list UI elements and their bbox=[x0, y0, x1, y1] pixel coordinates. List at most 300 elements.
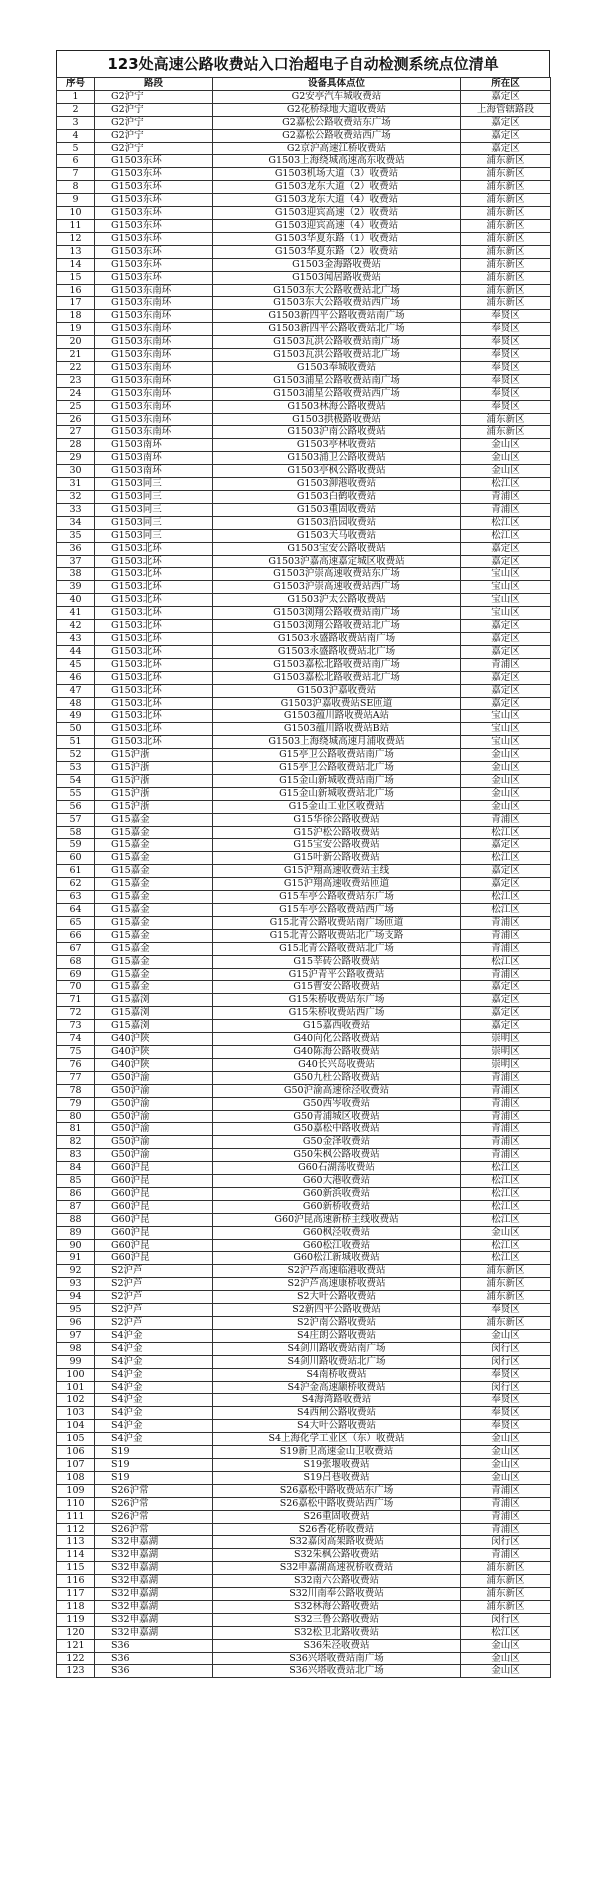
cell-device-location: G15莘砖公路收费站 bbox=[213, 955, 461, 968]
cell-index: 7 bbox=[57, 168, 95, 181]
cell-device-location: G60新桥收费站 bbox=[213, 1200, 461, 1213]
cell-device-location: S4西闸公路收费站 bbox=[213, 1407, 461, 1420]
table-row bbox=[57, 426, 551, 439]
cell-index: 91 bbox=[57, 1252, 95, 1265]
cell-index: 32 bbox=[57, 491, 95, 504]
table-row bbox=[57, 1175, 551, 1188]
cell-index: 52 bbox=[57, 749, 95, 762]
cell-index: 111 bbox=[57, 1510, 95, 1523]
cell-index: 66 bbox=[57, 929, 95, 942]
cell-index: 86 bbox=[57, 1187, 95, 1200]
cell-device-location: G15北青公路收费站北广场支路 bbox=[213, 929, 461, 942]
table-row bbox=[57, 1613, 551, 1626]
cell-device-location: G1503迎宾高速（2）收费站 bbox=[213, 207, 461, 220]
cell-index: 63 bbox=[57, 891, 95, 904]
cell-road-section: G1503东南环 bbox=[95, 310, 213, 323]
cell-device-location: G15北青公路收费站南广场匝道 bbox=[213, 916, 461, 929]
cell-district: 崇明区 bbox=[461, 1058, 551, 1071]
cell-road-section: G2沪宁 bbox=[95, 129, 213, 142]
cell-road-section: G1503同三 bbox=[95, 503, 213, 516]
cell-device-location: S4大叶公路收费站 bbox=[213, 1420, 461, 1433]
table-row bbox=[57, 478, 551, 491]
cell-district: 浦东新区 bbox=[461, 297, 551, 310]
cell-device-location: G40向化公路收费站 bbox=[213, 1033, 461, 1046]
cell-district: 浦东新区 bbox=[461, 1278, 551, 1291]
cell-index: 9 bbox=[57, 194, 95, 207]
cell-index: 19 bbox=[57, 323, 95, 336]
cell-index: 78 bbox=[57, 1084, 95, 1097]
cell-index: 115 bbox=[57, 1562, 95, 1575]
cell-device-location: G1503沪嘉收费站SE匝道 bbox=[213, 697, 461, 710]
cell-road-section: G1503南环 bbox=[95, 452, 213, 465]
cell-district: 宝山区 bbox=[461, 607, 551, 620]
table-row bbox=[57, 129, 551, 142]
cell-device-location: G1503亭枫公路收费站 bbox=[213, 465, 461, 478]
cell-road-section: G40沪陕 bbox=[95, 1045, 213, 1058]
cell-district: 金山区 bbox=[461, 1433, 551, 1446]
cell-index: 102 bbox=[57, 1394, 95, 1407]
cell-device-location: G15金山工业区收费站 bbox=[213, 800, 461, 813]
cell-district: 嘉定区 bbox=[461, 981, 551, 994]
cell-district: 松江区 bbox=[461, 955, 551, 968]
cell-device-location: G1503龙东大道（4）收费站 bbox=[213, 194, 461, 207]
cell-device-location: S26香花桥收费站 bbox=[213, 1523, 461, 1536]
cell-device-location: G1503奉城收费站 bbox=[213, 361, 461, 374]
cell-device-location: G1503浏翔公路收费站南广场 bbox=[213, 607, 461, 620]
cell-index: 35 bbox=[57, 529, 95, 542]
cell-index: 21 bbox=[57, 349, 95, 362]
cell-district: 浦东新区 bbox=[461, 232, 551, 245]
cell-road-section: S32申嘉湖 bbox=[95, 1536, 213, 1549]
table-row bbox=[57, 1317, 551, 1330]
cell-index: 108 bbox=[57, 1471, 95, 1484]
cell-district: 嘉定区 bbox=[461, 878, 551, 891]
table-row bbox=[57, 1420, 551, 1433]
cell-index: 69 bbox=[57, 968, 95, 981]
cell-index: 23 bbox=[57, 374, 95, 387]
cell-index: 24 bbox=[57, 387, 95, 400]
table-row bbox=[57, 1381, 551, 1394]
cell-index: 43 bbox=[57, 632, 95, 645]
cell-index: 113 bbox=[57, 1536, 95, 1549]
cell-device-location: G50嘉松中路收费站 bbox=[213, 1123, 461, 1136]
cell-index: 87 bbox=[57, 1200, 95, 1213]
cell-device-location: S26嘉松中路收费站东广场 bbox=[213, 1484, 461, 1497]
table-row bbox=[57, 1523, 551, 1536]
cell-device-location: G1503金海路收费站 bbox=[213, 258, 461, 271]
cell-index: 14 bbox=[57, 258, 95, 271]
table-row bbox=[57, 1226, 551, 1239]
cell-district: 嘉定区 bbox=[461, 684, 551, 697]
table-row bbox=[57, 955, 551, 968]
cell-road-section: G40沪陕 bbox=[95, 1058, 213, 1071]
table-row bbox=[57, 1575, 551, 1588]
cell-device-location: G1503沪崇高速收费站西广场 bbox=[213, 581, 461, 594]
cell-road-section: S4沪金 bbox=[95, 1381, 213, 1394]
cell-index: 116 bbox=[57, 1575, 95, 1588]
cell-road-section: G50沪渝 bbox=[95, 1136, 213, 1149]
cell-road-section: G60沪昆 bbox=[95, 1200, 213, 1213]
cell-road-section: G15嘉金 bbox=[95, 968, 213, 981]
document-sheet bbox=[56, 50, 550, 1678]
table-row bbox=[57, 568, 551, 581]
cell-index: 68 bbox=[57, 955, 95, 968]
cell-index: 53 bbox=[57, 762, 95, 775]
cell-road-section: G1503北环 bbox=[95, 710, 213, 723]
cell-index: 48 bbox=[57, 697, 95, 710]
cell-road-section: S4沪金 bbox=[95, 1368, 213, 1381]
cell-district: 奉贤区 bbox=[461, 1420, 551, 1433]
cell-district: 金山区 bbox=[461, 452, 551, 465]
cell-district: 闵行区 bbox=[461, 1342, 551, 1355]
cell-device-location: S4上海化学工业区（东）收费站 bbox=[213, 1433, 461, 1446]
cell-index: 58 bbox=[57, 826, 95, 839]
cell-device-location: G15朱桥收费站东广场 bbox=[213, 994, 461, 1007]
cell-device-location: G1503沪崇高速收费站东广场 bbox=[213, 568, 461, 581]
table-row bbox=[57, 942, 551, 955]
cell-road-section: G1503东南环 bbox=[95, 374, 213, 387]
table-row bbox=[57, 1110, 551, 1123]
cell-road-section: G15嘉浏 bbox=[95, 1007, 213, 1020]
cell-device-location: G15车亭公路收费站东广场 bbox=[213, 891, 461, 904]
cell-district: 崇明区 bbox=[461, 1033, 551, 1046]
table-row bbox=[57, 800, 551, 813]
cell-district: 宝山区 bbox=[461, 594, 551, 607]
cell-district: 金山区 bbox=[461, 787, 551, 800]
cell-road-section: S32申嘉湖 bbox=[95, 1626, 213, 1639]
table-row bbox=[57, 258, 551, 271]
cell-district: 青浦区 bbox=[461, 658, 551, 671]
cell-device-location: G15金山新城收费站北广场 bbox=[213, 787, 461, 800]
cell-district: 浦东新区 bbox=[461, 271, 551, 284]
cell-device-location: G15金山新城收费站南广场 bbox=[213, 774, 461, 787]
table-row bbox=[57, 1562, 551, 1575]
cell-district: 青浦区 bbox=[461, 1097, 551, 1110]
cell-district: 宝山区 bbox=[461, 736, 551, 749]
cell-road-section: G1503南环 bbox=[95, 465, 213, 478]
table-row bbox=[57, 529, 551, 542]
table-row bbox=[57, 1033, 551, 1046]
cell-road-section: G1503北环 bbox=[95, 581, 213, 594]
cell-district: 浦东新区 bbox=[461, 284, 551, 297]
cell-road-section: G1503东南环 bbox=[95, 297, 213, 310]
cell-district: 嘉定区 bbox=[461, 632, 551, 645]
cell-index: 71 bbox=[57, 994, 95, 1007]
table-row bbox=[57, 142, 551, 155]
cell-device-location: S4南桥收费站 bbox=[213, 1368, 461, 1381]
cell-road-section: G15嘉金 bbox=[95, 942, 213, 955]
cell-district: 金山区 bbox=[461, 1458, 551, 1471]
cell-road-section: G15嘉金 bbox=[95, 916, 213, 929]
table-row bbox=[57, 1510, 551, 1523]
cell-road-section: G1503同三 bbox=[95, 516, 213, 529]
cell-district: 青浦区 bbox=[461, 1497, 551, 1510]
cell-road-section: G1503北环 bbox=[95, 555, 213, 568]
cell-road-section: S19 bbox=[95, 1458, 213, 1471]
table-row bbox=[57, 323, 551, 336]
table-row bbox=[57, 904, 551, 917]
cell-road-section: G1503北环 bbox=[95, 697, 213, 710]
table-row bbox=[57, 400, 551, 413]
cell-device-location: S32林海公路收费站 bbox=[213, 1600, 461, 1613]
cell-district: 嘉定区 bbox=[461, 645, 551, 658]
cell-device-location: G1503华夏东路（1）收费站 bbox=[213, 232, 461, 245]
cell-device-location: G1503东大公路收费站北广场 bbox=[213, 284, 461, 297]
cell-index: 118 bbox=[57, 1600, 95, 1613]
table-row bbox=[57, 1291, 551, 1304]
cell-index: 97 bbox=[57, 1329, 95, 1342]
cell-device-location: G1503白鹤收费站 bbox=[213, 491, 461, 504]
table-row bbox=[57, 1162, 551, 1175]
cell-index: 27 bbox=[57, 426, 95, 439]
cell-district: 青浦区 bbox=[461, 916, 551, 929]
cell-road-section: G15嘉金 bbox=[95, 865, 213, 878]
table-row bbox=[57, 1342, 551, 1355]
cell-index: 75 bbox=[57, 1045, 95, 1058]
cell-index: 26 bbox=[57, 413, 95, 426]
table-row bbox=[57, 671, 551, 684]
cell-road-section: G1503北环 bbox=[95, 568, 213, 581]
cell-index: 4 bbox=[57, 129, 95, 142]
cell-index: 15 bbox=[57, 271, 95, 284]
cell-road-section: G50沪渝 bbox=[95, 1149, 213, 1162]
cell-district: 浦东新区 bbox=[461, 207, 551, 220]
cell-road-section: S26沪常 bbox=[95, 1523, 213, 1536]
cell-index: 77 bbox=[57, 1071, 95, 1084]
table-row bbox=[57, 710, 551, 723]
cell-index: 17 bbox=[57, 297, 95, 310]
cell-district: 奉贤区 bbox=[461, 323, 551, 336]
cell-index: 12 bbox=[57, 232, 95, 245]
cell-road-section: G1503东环 bbox=[95, 245, 213, 258]
cell-index: 104 bbox=[57, 1420, 95, 1433]
cell-district: 金山区 bbox=[461, 800, 551, 813]
cell-district: 松江区 bbox=[461, 516, 551, 529]
cell-district: 青浦区 bbox=[461, 929, 551, 942]
cell-district: 浦东新区 bbox=[461, 1600, 551, 1613]
cell-index: 70 bbox=[57, 981, 95, 994]
cell-index: 25 bbox=[57, 400, 95, 413]
cell-device-location: S32朱枫公路收费站 bbox=[213, 1549, 461, 1562]
table-row bbox=[57, 194, 551, 207]
table-row bbox=[57, 1665, 551, 1678]
cell-road-section: S4沪金 bbox=[95, 1394, 213, 1407]
table-row bbox=[57, 413, 551, 426]
cell-index: 41 bbox=[57, 607, 95, 620]
cell-district: 浦东新区 bbox=[461, 1291, 551, 1304]
table-row bbox=[57, 1149, 551, 1162]
cell-road-section: G1503北环 bbox=[95, 684, 213, 697]
cell-district: 闵行区 bbox=[461, 1355, 551, 1368]
cell-index: 13 bbox=[57, 245, 95, 258]
cell-road-section: S2沪芦 bbox=[95, 1291, 213, 1304]
cell-road-section: G1503北环 bbox=[95, 632, 213, 645]
cell-index: 28 bbox=[57, 439, 95, 452]
cell-district: 金山区 bbox=[461, 1226, 551, 1239]
cell-device-location: S26嘉松中路收费站西广场 bbox=[213, 1497, 461, 1510]
cell-index: 90 bbox=[57, 1239, 95, 1252]
cell-index: 45 bbox=[57, 658, 95, 671]
cell-device-location: S32申嘉湖高速祝桥收费站 bbox=[213, 1562, 461, 1575]
cell-road-section: G15沪浙 bbox=[95, 762, 213, 775]
cell-road-section: G1503东环 bbox=[95, 181, 213, 194]
cell-index: 49 bbox=[57, 710, 95, 723]
table-row bbox=[57, 762, 551, 775]
cell-index: 64 bbox=[57, 904, 95, 917]
cell-device-location: G1503龙东大道（2）收费站 bbox=[213, 181, 461, 194]
cell-road-section: G1503北环 bbox=[95, 594, 213, 607]
cell-device-location: G40长兴岛收费站 bbox=[213, 1058, 461, 1071]
cell-district: 金山区 bbox=[461, 774, 551, 787]
cell-district: 宝山区 bbox=[461, 710, 551, 723]
cell-road-section: G15嘉金 bbox=[95, 813, 213, 826]
cell-index: 44 bbox=[57, 645, 95, 658]
table-row bbox=[57, 1329, 551, 1342]
cell-device-location: S32川南奉公路收费站 bbox=[213, 1588, 461, 1601]
cell-district: 青浦区 bbox=[461, 1123, 551, 1136]
table-row bbox=[57, 1007, 551, 1020]
cell-district: 嘉定区 bbox=[461, 839, 551, 852]
cell-road-section: S19 bbox=[95, 1446, 213, 1459]
cell-road-section: G1503东环 bbox=[95, 232, 213, 245]
cell-district: 青浦区 bbox=[461, 1549, 551, 1562]
cell-device-location: G2花桥绿地大道收费站 bbox=[213, 103, 461, 116]
cell-index: 89 bbox=[57, 1226, 95, 1239]
cell-district: 浦东新区 bbox=[461, 168, 551, 181]
cell-index: 31 bbox=[57, 478, 95, 491]
table-row bbox=[57, 749, 551, 762]
cell-device-location: S32南六公路收费站 bbox=[213, 1575, 461, 1588]
table-row bbox=[57, 1213, 551, 1226]
cell-road-section: G1503北环 bbox=[95, 658, 213, 671]
cell-index: 76 bbox=[57, 1058, 95, 1071]
table-row bbox=[57, 916, 551, 929]
cell-device-location: G50金泽收费站 bbox=[213, 1136, 461, 1149]
cell-device-location: G1503东大公路收费站西广场 bbox=[213, 297, 461, 310]
cell-road-section: G15嘉金 bbox=[95, 878, 213, 891]
cell-road-section: G40沪陕 bbox=[95, 1033, 213, 1046]
table-row bbox=[57, 361, 551, 374]
cell-index: 122 bbox=[57, 1652, 95, 1665]
cell-road-section: S4沪金 bbox=[95, 1433, 213, 1446]
cell-index: 50 bbox=[57, 723, 95, 736]
cell-index: 80 bbox=[57, 1110, 95, 1123]
cell-road-section: G15沪浙 bbox=[95, 787, 213, 800]
cell-district: 金山区 bbox=[461, 1446, 551, 1459]
cell-district: 松江区 bbox=[461, 478, 551, 491]
cell-device-location: G1503华夏东路（2）收费站 bbox=[213, 245, 461, 258]
table-row bbox=[57, 1600, 551, 1613]
cell-district: 上海管辖路段 bbox=[461, 103, 551, 116]
cell-index: 95 bbox=[57, 1304, 95, 1317]
table-row bbox=[57, 968, 551, 981]
cell-district: 浦东新区 bbox=[461, 1317, 551, 1330]
cell-index: 39 bbox=[57, 581, 95, 594]
cell-road-section: G1503东南环 bbox=[95, 413, 213, 426]
document-title: 123处高速公路收费站入口治超电子自动检测系统点位清单 bbox=[56, 50, 550, 77]
table-row bbox=[57, 774, 551, 787]
cell-district: 金山区 bbox=[461, 1329, 551, 1342]
cell-device-location: G15宝安公路收费站 bbox=[213, 839, 461, 852]
cell-device-location: S4沪金高速颛桥收费站 bbox=[213, 1381, 461, 1394]
cell-index: 38 bbox=[57, 568, 95, 581]
table-row bbox=[57, 1471, 551, 1484]
table-row bbox=[57, 336, 551, 349]
cell-road-section: S4沪金 bbox=[95, 1355, 213, 1368]
cell-device-location: G1503泖港收费站 bbox=[213, 478, 461, 491]
cell-device-location: G1503嘉松北路收费站南广场 bbox=[213, 658, 461, 671]
cell-road-section: G15嘉金 bbox=[95, 904, 213, 917]
table-row bbox=[57, 1136, 551, 1149]
cell-index: 30 bbox=[57, 465, 95, 478]
cell-road-section: G1503北环 bbox=[95, 607, 213, 620]
cell-index: 62 bbox=[57, 878, 95, 891]
table-row bbox=[57, 1368, 551, 1381]
cell-device-location: S32嘉闵高架路收费站 bbox=[213, 1536, 461, 1549]
cell-road-section: G1503北环 bbox=[95, 671, 213, 684]
cell-district: 嘉定区 bbox=[461, 555, 551, 568]
cell-device-location: S26重固收费站 bbox=[213, 1510, 461, 1523]
cell-district: 金山区 bbox=[461, 1665, 551, 1678]
cell-index: 84 bbox=[57, 1162, 95, 1175]
cell-device-location: G1503永盛路收费站南广场 bbox=[213, 632, 461, 645]
table-row bbox=[57, 865, 551, 878]
cell-index: 65 bbox=[57, 916, 95, 929]
cell-device-location: G2嘉松公路收费站西广场 bbox=[213, 129, 461, 142]
table-row bbox=[57, 594, 551, 607]
cell-device-location: G1503亭林收费站 bbox=[213, 439, 461, 452]
cell-district: 松江区 bbox=[461, 1239, 551, 1252]
cell-district: 嘉定区 bbox=[461, 116, 551, 129]
table-row bbox=[57, 929, 551, 942]
cell-district: 松江区 bbox=[461, 1213, 551, 1226]
cell-index: 11 bbox=[57, 219, 95, 232]
cell-district: 嘉定区 bbox=[461, 620, 551, 633]
cell-device-location: G1503沪太公路收费站 bbox=[213, 594, 461, 607]
table-row bbox=[57, 1355, 551, 1368]
cell-district: 金山区 bbox=[461, 1652, 551, 1665]
cell-road-section: G1503同三 bbox=[95, 491, 213, 504]
table-row bbox=[57, 607, 551, 620]
cell-road-section: G1503北环 bbox=[95, 542, 213, 555]
cell-road-section: G60沪昆 bbox=[95, 1226, 213, 1239]
cell-district: 嘉定区 bbox=[461, 90, 551, 103]
table-row bbox=[57, 658, 551, 671]
table-row bbox=[57, 787, 551, 800]
table-row bbox=[57, 1252, 551, 1265]
cell-road-section: S4沪金 bbox=[95, 1342, 213, 1355]
table-row bbox=[57, 168, 551, 181]
cell-district: 青浦区 bbox=[461, 1136, 551, 1149]
cell-road-section: G15沪浙 bbox=[95, 800, 213, 813]
cell-district: 崇明区 bbox=[461, 1045, 551, 1058]
cell-device-location: G60松江收费站 bbox=[213, 1239, 461, 1252]
cell-district: 嘉定区 bbox=[461, 994, 551, 1007]
table-row bbox=[57, 645, 551, 658]
cell-device-location: S4庄朗公路收费站 bbox=[213, 1329, 461, 1342]
table-row bbox=[57, 684, 551, 697]
table-row bbox=[57, 852, 551, 865]
table-row bbox=[57, 839, 551, 852]
table-row bbox=[57, 1123, 551, 1136]
cell-device-location: G15沪翔高速收费站主线 bbox=[213, 865, 461, 878]
cell-device-location: G50西岑收费站 bbox=[213, 1097, 461, 1110]
table-row bbox=[57, 516, 551, 529]
cell-device-location: S32三鲁公路收费站 bbox=[213, 1613, 461, 1626]
cell-road-section: G15嘉金 bbox=[95, 826, 213, 839]
header-district: 所在区 bbox=[461, 78, 551, 91]
cell-index: 114 bbox=[57, 1549, 95, 1562]
